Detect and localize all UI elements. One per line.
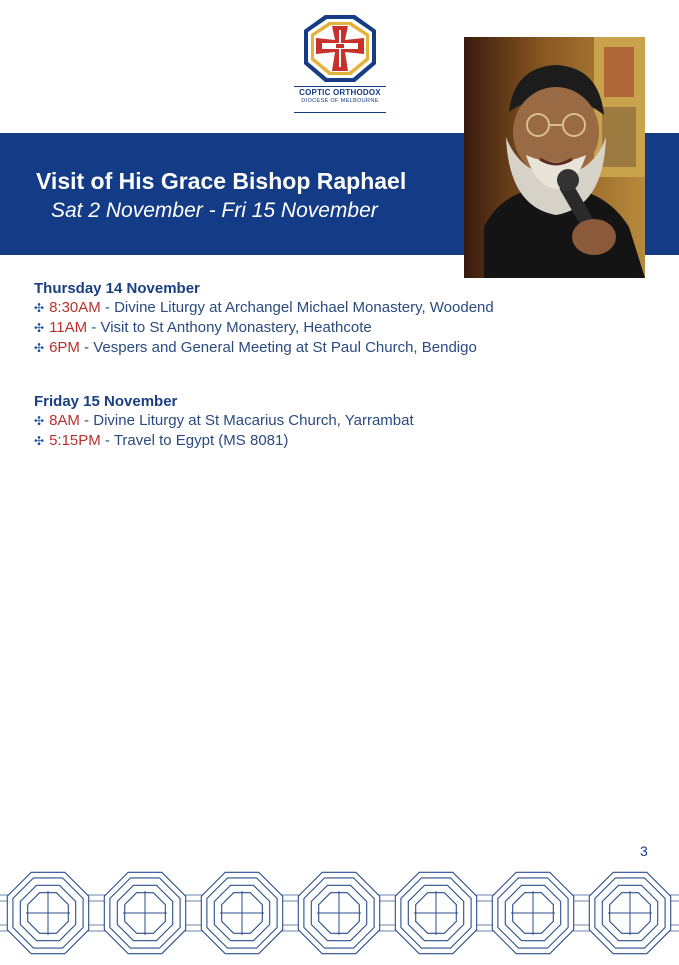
day-heading: Thursday 14 November	[34, 280, 200, 297]
event-description: - Visit to St Anthony Monastery, Heathcote	[87, 319, 372, 336]
coptic-cross-icon: ✣	[34, 434, 45, 448]
event-description: - Travel to Egypt (MS 8081)	[100, 432, 289, 449]
day-section-thursday	[34, 279, 654, 358]
page-title: Visit of His Grace Bishop Raphael	[36, 168, 407, 194]
coptic-cross-icon: ✣	[34, 341, 45, 355]
event-item	[34, 431, 654, 451]
event-item	[34, 411, 654, 431]
decorative-footer-pattern	[0, 865, 679, 960]
diocese-logo	[290, 12, 390, 122]
coptic-cross-icon: ✣	[34, 321, 45, 335]
event-item	[34, 298, 654, 318]
page-number: 3	[640, 843, 648, 859]
visit-dates: Sat 2 November - Fri 15 November	[51, 199, 378, 222]
event-time: 8AM	[49, 412, 80, 429]
event-time: 8:30AM	[49, 299, 101, 316]
event-item	[34, 318, 654, 338]
event-time: 11AM	[49, 319, 88, 336]
event-time: 5:15PM	[49, 432, 101, 449]
event-description: - Divine Liturgy at Archangel Michael Monastery, Woodend	[100, 299, 494, 316]
event-description: - Divine Liturgy at St Macarius Church, Yarrambat	[79, 412, 414, 429]
logo-rule-top	[294, 86, 386, 87]
schedule	[34, 279, 654, 485]
event-description: - Vespers and General Meeting at St Paul Church, Bendigo	[79, 339, 477, 356]
coptic-cross-icon: ✣	[34, 301, 45, 315]
logo-title: COPTIC ORTHODOX	[299, 88, 381, 97]
bishop-photo	[464, 37, 645, 278]
event-item	[34, 338, 654, 358]
day-heading: Friday 15 November	[34, 393, 178, 410]
event-time: 6PM	[49, 339, 80, 356]
day-section-friday	[34, 392, 654, 451]
coptic-cross-icon: ✣	[34, 414, 45, 428]
logo-rule-bottom	[294, 112, 386, 113]
logo-subtitle: DIOCESE OF MELBOURNE	[301, 98, 379, 104]
coptic-cross-logo-icon	[290, 12, 390, 88]
